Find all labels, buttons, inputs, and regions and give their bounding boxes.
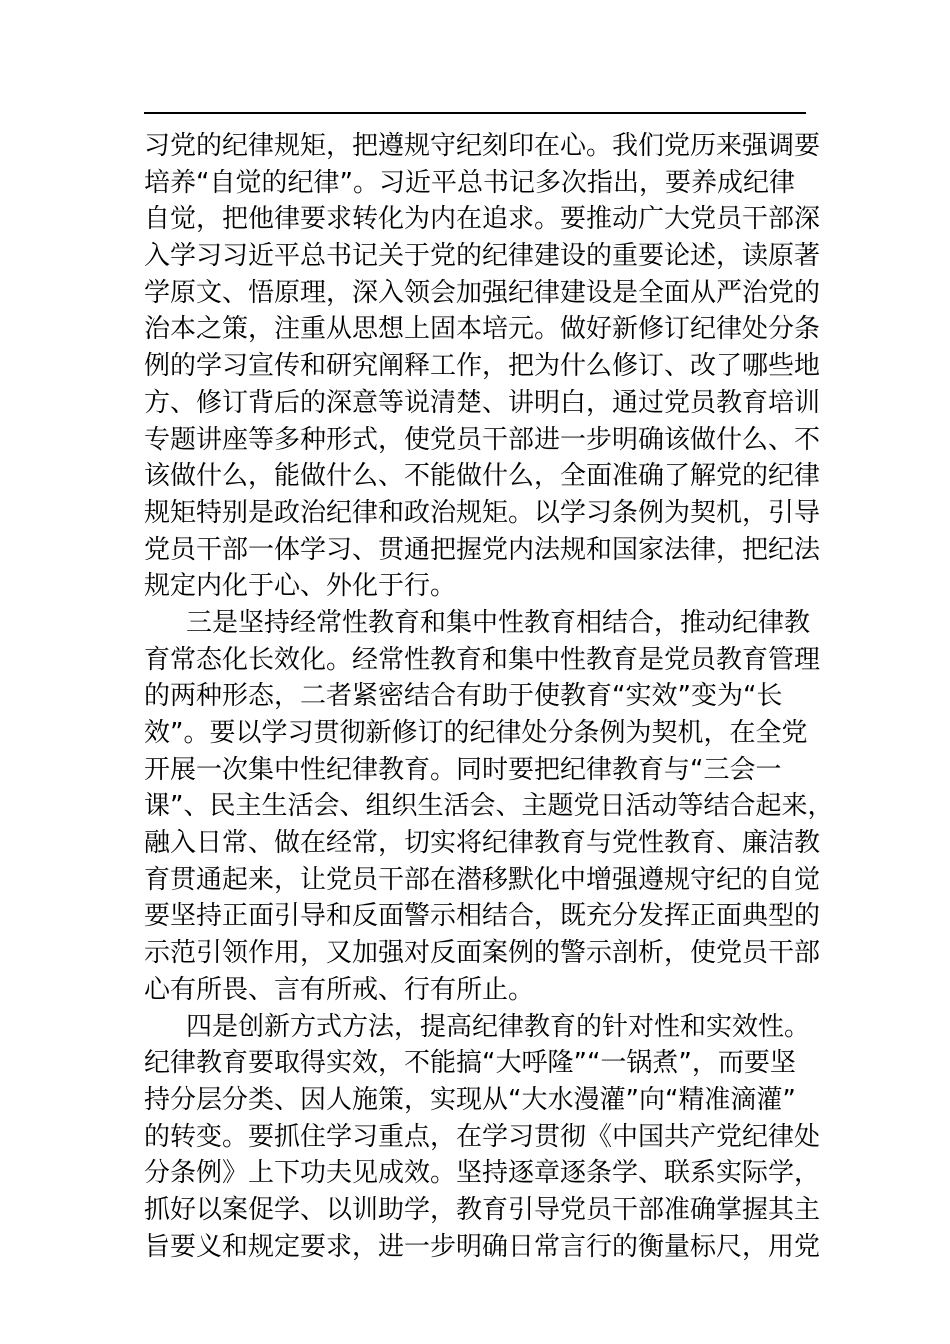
text-line: 治本之策，注重从思想上固本培元。做好新修订纪律处分条 (144, 314, 821, 345)
text-line: 的转变。要抓住学习重点，在学习贯彻《中国共产党纪律处 (144, 1121, 821, 1152)
text-line: 该做什么，能做什么、不能做什么，全面准确了解党的纪律 (144, 461, 821, 492)
text-line: 效”。要以学习贯彻新修订的纪律处分条例为契机，在全党 (144, 718, 808, 748)
paragraph-3-first-line: 三是坚持经常性教育和集中性教育相结合，推动纪律教 (186, 607, 811, 638)
text-line: 自觉，把他律要求转化为内在追求。要推动广大党员干部深 (144, 204, 821, 235)
text-line: 持分层分类、因人施策，实现从“大水漫灌”向“精准滴灌” (144, 1084, 796, 1115)
text-line: 分条例》上下功夫见成效。坚持逐章逐条学、联系实际学， (144, 1158, 821, 1189)
header-rule (144, 112, 806, 114)
text-line: 规矩特别是政治纪律和政治规矩。以学习条例为契机，引导 (144, 497, 821, 528)
text-line: 纪律教育要取得实效，不能搞“大呼隆”“一锅煮”，而要坚 (144, 1048, 796, 1079)
text-line: 抓好以案促学、以训助学，教育引导党员干部准确掌握其主 (144, 1194, 821, 1225)
text-line: 例的学习宣传和研究阐释工作，把为什么修订、改了哪些地 (144, 351, 821, 382)
text-line: 培养“自觉的纪律”。习近平总书记多次指出，要养成纪律 (144, 167, 795, 198)
text-line: 习党的纪律规矩，把遵规守纪刻印在心。我们党历来强调要 (144, 131, 821, 161)
text-line: 开展一次集中性纪律教育。同时要把纪律教育与“三会一 (144, 754, 782, 785)
text-line: 的两种形态，二者紧密结合有助于使教育“实效”变为“长 (144, 681, 783, 712)
text-line: 入学习习近平总书记关于党的纪律建设的重要论述，读原著 (144, 241, 821, 272)
text-line: 要坚持正面引导和反面警示相结合，既充分发挥正面典型的 (144, 901, 821, 932)
paragraph-4-first-line: 四是创新方式方法，提高纪律教育的针对性和实效性。 (186, 1011, 811, 1042)
body-text (144, 128, 834, 1265)
text-line: 育贯通起来，让党员干部在潜移默化中增强遵规守纪的自觉 (144, 864, 821, 895)
text-line: 融入日常、做在经常，切实将纪律教育与党性教育、廉洁教 (144, 828, 821, 859)
text-line: 学原文、悟原理，深入领会加强纪律建设是全面从严治党的 (144, 277, 821, 308)
text-line: 方、修订背后的深意等说清楚、讲明白，通过党员教育培训 (144, 387, 821, 418)
text-line: 旨要义和规定要求，进一步明确日常言行的衡量标尺，用党 (144, 1231, 821, 1262)
text-line: 专题讲座等多种形式，使党员干部进一步明确该做什么、不 (144, 424, 821, 455)
text-line: 规定内化于心、外化于行。 (144, 571, 457, 602)
text-line: 育常态化长效化。经常性教育和集中性教育是党员教育管理 (144, 644, 821, 675)
text-line: 课”、民主生活会、组织生活会、主题党日活动等结合起来， (144, 791, 834, 822)
text-line: 示范引领作用，又加强对反面案例的警示剖析，使党员干部 (144, 938, 821, 969)
text-line: 心有所畏、言有所戒、行有所止。 (144, 974, 535, 1005)
text-line: 党员干部一体学习、贯通把握党内法规和国家法律，把纪法 (144, 534, 821, 565)
